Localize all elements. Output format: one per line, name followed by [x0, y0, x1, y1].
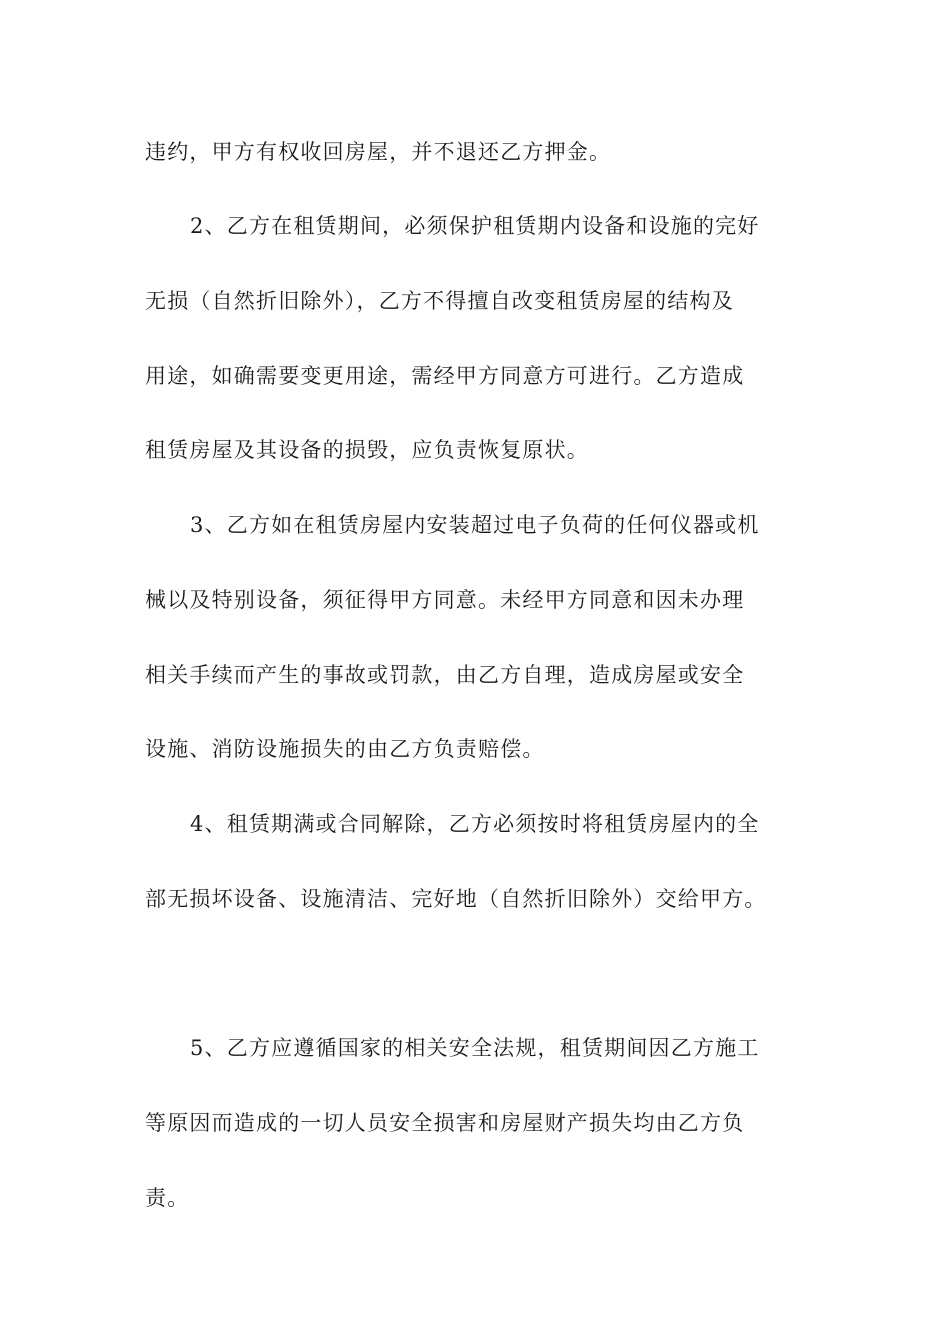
text-line-12: 5、乙方应遵循国家的相关安全法规，租赁期间因乙方施工: [190, 1036, 760, 1060]
text-line-14: 责。: [145, 1186, 190, 1210]
text-line-4: 用途，如确需要变更用途，需经甲方同意方可进行。乙方造成: [145, 364, 745, 388]
text-line-6: 3、乙方如在租赁房屋内安装超过电子负荷的任何仪器或机: [190, 513, 760, 537]
text-line-11: 部无损坏设备、设施清洁、完好地（自然折旧除外）交给甲方。: [145, 887, 767, 911]
text-line-7: 械以及特别设备，须征得甲方同意。未经甲方同意和因未办理: [145, 588, 745, 612]
text-line-1: 违约，甲方有权收回房屋，并不退还乙方押金。: [145, 140, 612, 164]
text-line-5: 租赁房屋及其设备的损毁，应负责恢复原状。: [145, 438, 589, 462]
text-line-8: 相关手续而产生的事故或罚款，由乙方自理，造成房屋或安全: [145, 663, 745, 687]
text-line-2: 2、乙方在租赁期间，必须保护租赁期内设备和设施的完好: [190, 214, 760, 238]
text-line-9: 设施、消防设施损失的由乙方负责赔偿。: [145, 737, 545, 761]
text-line-10: 4、租赁期满或合同解除，乙方必须按时将租赁房屋内的全: [190, 812, 760, 836]
text-line-3: 无损（自然折旧除外），乙方不得擅自改变租赁房屋的结构及: [145, 289, 734, 313]
text-line-13: 等原因而造成的一切人员安全损害和房屋财产损失均由乙方负: [145, 1111, 745, 1135]
